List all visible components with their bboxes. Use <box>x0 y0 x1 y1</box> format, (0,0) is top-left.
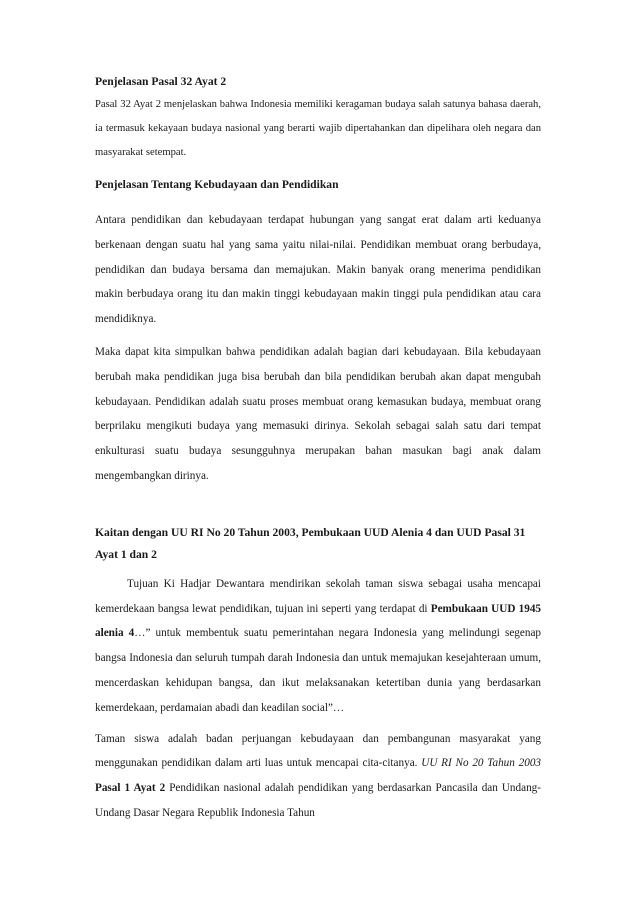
text-run: Pendidikan nasional adalah pendidikan yang berdasarkan Pancasila dan Undang-Undang Dasar Negara Republik Indonesia Tahun <box>95 782 542 819</box>
section-heading-kaitan-uu: Kaitan dengan UU RI No 20 Tahun 2003, Pembukaan UUD Alenia 4 dan UUD Pasal 31 Ayat 1 dan 2 <box>95 525 526 561</box>
text-run: Taman siswa adalah badan perjuangan kebudayaan dan pembangunan masyarakat yang menggunakan pendidikan dalam arti luas untuk mencapai cita-citanya. <box>95 732 541 770</box>
italic-reference: UU RI No 20 Tahun 2003 <box>421 757 542 770</box>
bold-reference: Pasal 1 Ayat 2 <box>95 782 166 795</box>
paragraph-kebudayaan-1: Antara pendidikan dan kebudayaan terdapat hubungan yang sangat erat dalam arti keduanya berkenaan dengan suatu hal yang sama yaitu nilai-nilai. Pendidikan membuat orang berbudaya, pendidikan dan budaya bersama dan memajukan. Makin banyak orang menerima pendidikan makin berbudaya orang itu dan makin tinggi kebudayaan makin tinggi pula pendidikan atau cara mendidiknya. <box>95 214 541 326</box>
document-page <box>95 72 541 826</box>
section-heading-pasal-32: Penjelasan Pasal 32 Ayat 2 <box>95 75 227 88</box>
paragraph-tujuan-ki-hadjar <box>95 572 541 721</box>
paragraph-taman-siswa <box>95 727 541 826</box>
text-run: …” untuk membentuk suatu pemerintahan negara Indonesia yang melindungi segenap bangsa Indonesia dan seluruh tumpah darah Indonesia dan untuk memajukan kesejahteraan umum, mencerdaskan kehidupan bangsa, dan ikut melaksanakan ketertiban dunia yang berdasarkan kemerdekaan, perdamaian abadi dan keadilan social”… <box>95 627 542 714</box>
paragraph-pasal-32: Pasal 32 Ayat 2 menjelaskan bahwa Indonesia memiliki keragaman budaya salah satunya bahasa daerah, ia termasuk kekayaan budaya nasional yang berarti wajib dipertahankan dan dipelihara oleh negara dan masyarakat setempat. <box>95 99 541 158</box>
section-heading-kebudayaan-pendidikan: Penjelasan Tentang Kebudayaan dan Pendidikan <box>95 178 339 191</box>
bold-reference: Pembukaan UUD 1945 alenia 4 <box>95 602 542 640</box>
text-run: Tujuan Ki Hadjar Dewantara mendirikan sekolah taman siswa sebagai usaha mencapai kemerdekaan bangsa lewat pendidikan, tujuan ini seperti yang terdapat di <box>95 577 541 615</box>
paragraph-kebudayaan-2: Maka dapat kita simpulkan bahwa pendidikan adalah bagian dari kebudayaan. Bila kebudayaan berubah maka pendidikan juga bisa berubah dan bila pendidikan berubah akan dapat mengubah kebudayaan. Pendidikan adalah suatu proses membuat orang kemasukan budaya, membuat orang berprilaku mengikuti budaya yang memasuki dirinya. Sekolah sebagai salah satu dari tempat enkulturasi suatu budaya sesungguhnya merupakan bahan masukan bagi anak dalam mengembangkan dirinya. <box>95 345 541 482</box>
